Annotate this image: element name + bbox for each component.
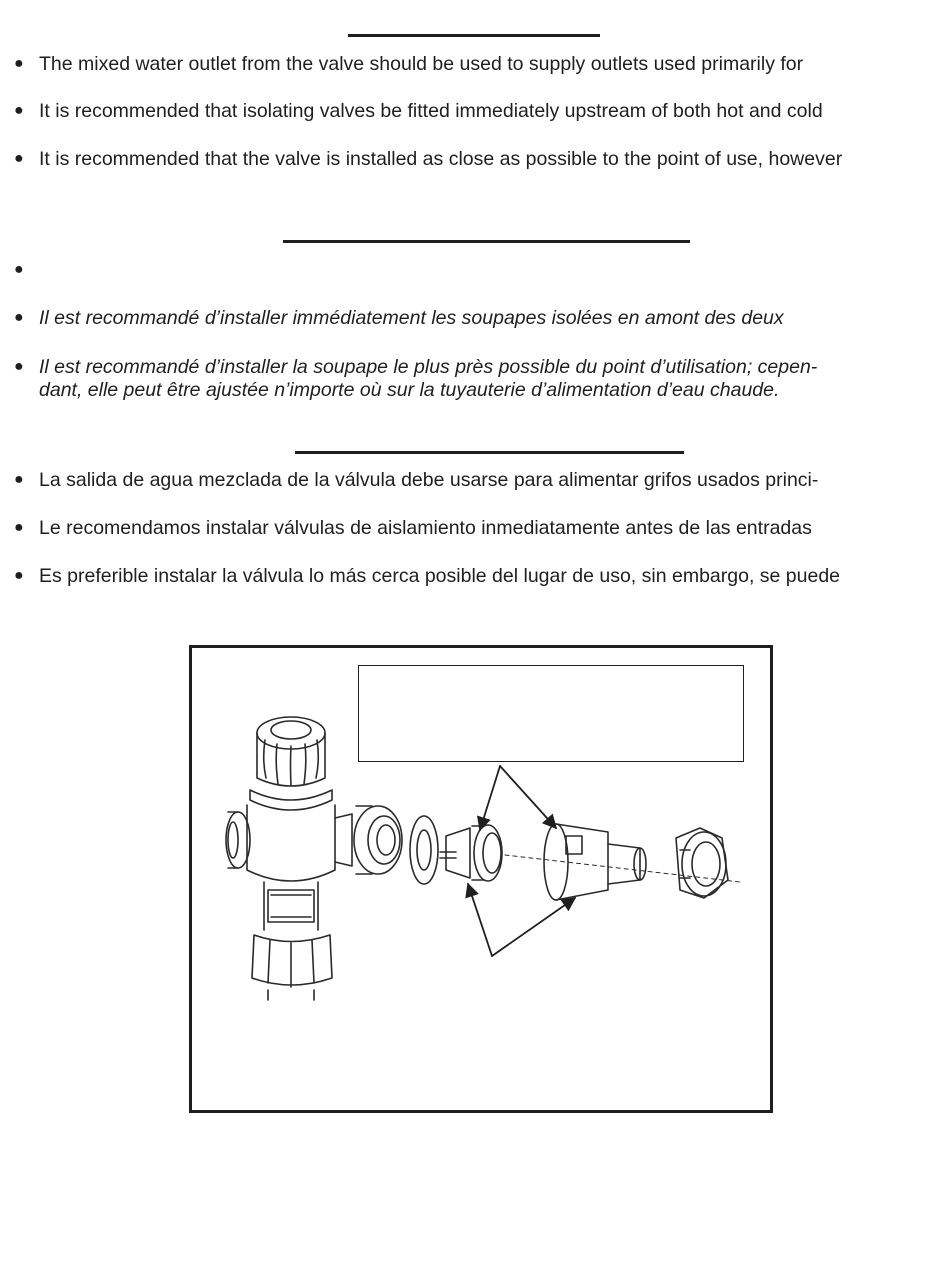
bullet-dot: ● — [14, 261, 24, 278]
spanish-bullet-2-text: Le recomendamos instalar válvulas de aislamiento inmediatamente antes de las entradas — [39, 517, 812, 539]
bullet-dot: ● — [14, 102, 24, 119]
bullet-dot: ● — [14, 471, 24, 488]
french-bullet-3-continuation-text: dant, elle peut être ajustée n’importe où sur la tuyauterie d’alimentation d’eau chaude. — [39, 379, 780, 401]
english-bullet-3-text: It is recommended that the valve is installed as close as possible to the point of use, however — [39, 148, 843, 170]
bullet-dot: ● — [14, 519, 24, 536]
bullet-dot: ● — [14, 567, 24, 584]
french-bullet-3-text: Il est recommandé d’installer la soupape le plus près possible du point d’utilisation; cepen- — [39, 356, 818, 378]
check-valve-cartridge — [440, 825, 502, 881]
spanish-bullet-3-text: Es preferible instalar la válvula lo más cerca posible del lugar de uso, sin embargo, se puede — [39, 565, 841, 587]
washer — [410, 816, 438, 884]
bullet-dot: ● — [14, 309, 24, 326]
bullet-dot: ● — [14, 150, 24, 167]
spanish-bullet-1-text: La salida de agua mezclada de la válvula debe usarse para alimentar grifos usados princi- — [39, 469, 819, 491]
union-nut — [676, 828, 728, 898]
french-bullet-2-text: Il est recommandé d’installer immédiatement les soupapes isolées en amont des deux — [39, 307, 784, 329]
union-tail — [544, 824, 646, 900]
english-bullet-2-text: It is recommended that isolating valves be fitted immediately upstream of both hot and cold — [39, 100, 823, 122]
bullet-dot: ● — [14, 55, 24, 72]
callout-label-box — [358, 665, 744, 762]
bullet-dot: ● — [14, 358, 24, 375]
english-bullet-1-text: The mixed water outlet from the valve should be used to supply outlets used primarily for — [39, 53, 804, 75]
